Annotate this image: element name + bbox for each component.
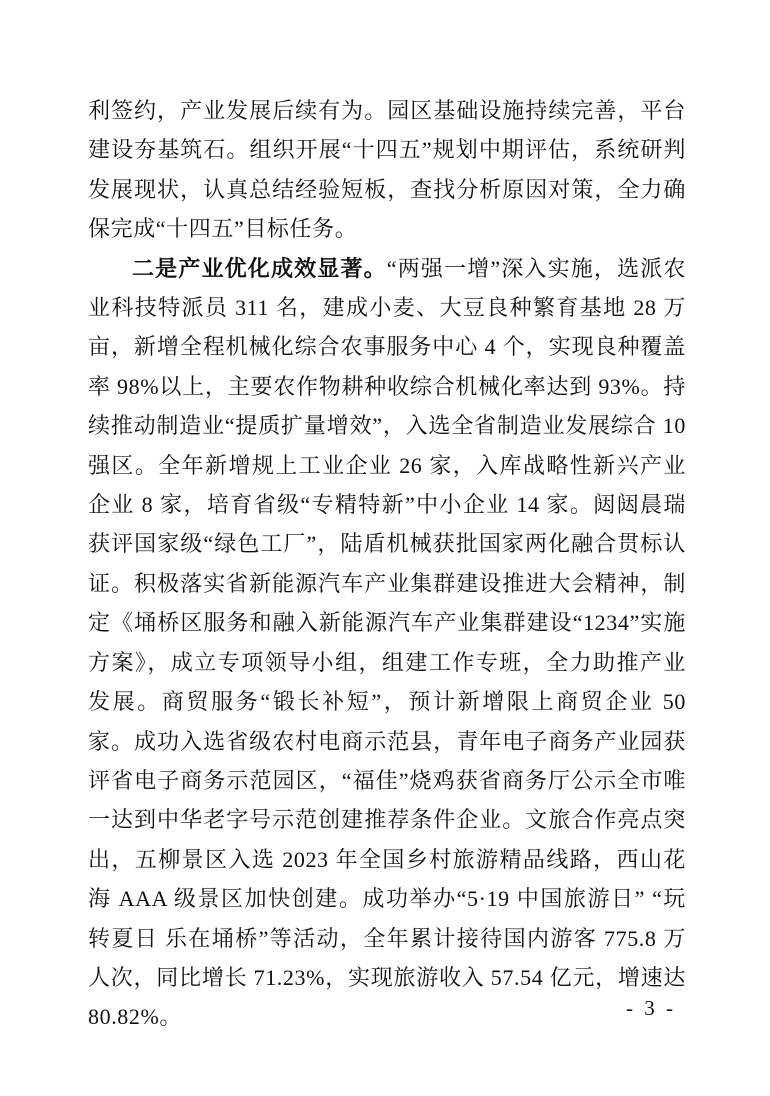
paragraph-lead: 二是产业优化成效显著。 — [132, 255, 387, 281]
page-number: - 3 - — [626, 996, 676, 1020]
document-body — [88, 91, 686, 1037]
paragraph-section-two — [88, 249, 686, 1037]
paragraph-continuation — [88, 91, 686, 249]
paragraph-text: 利签约，产业发展后续有为。园区基础设施持续完善，平台建设夯基筑石。组织开展“十四五”规划中期评估，系统研判发展现状，认真总结经验短板，查找分析原因对策，全力确保完成“十四五”目标任务。 — [88, 98, 686, 242]
paragraph-text: “两强一增”深入实施，选派农业科技特派员 311 名，建成小麦、大豆良种繁育基地 28 万亩，新增全程机械化综合农事服务中心 4 个，实现良种覆盖率 98%以上，主要农作物耕种收综合机械化率达到 93%。持续推动制造业“提质扩量增效”，入选全省制造业发展综合 10 强区。全年新增规上工业企业 26 家，入库战略性新兴产业企业 8 家，培育省级“专精特新”中小企业 14 家。闼闼晨瑞获评国家级“绿色工厂”，陆盾机械获批国家两化融合贯标认证。积极落实省新能源汽车产业集群建设推进大会精神，制定《埇桥区服务和融入新能源汽车产业集群建设“1234”实施方案》，成立专项领导小组，组建工作专班，全力助推产业发展。商贸服务“锻长补短”，预计新增限上商贸企业 50 家。成功入选省级农村电商示范县，青年电子商务产业园获评省电子商务示范园区，“福佳”烧鸡获省商务厅公示全市唯一达到中华老字号示范创建推荐条件企业。文旅合作亮点突出，五柳景区入选 2023 年全国乡村旅游精品线路，西山花海 AAA 级景区加快创建。成功举办“5·19 中国旅游日” “玩转夏日 乐在埇桥”等活动，全年累计接待国内游客 775.8 万人次，同比增长 71.23%，实现旅游收入 57.54 亿元，增速达 80.82%。 — [88, 255, 686, 1030]
